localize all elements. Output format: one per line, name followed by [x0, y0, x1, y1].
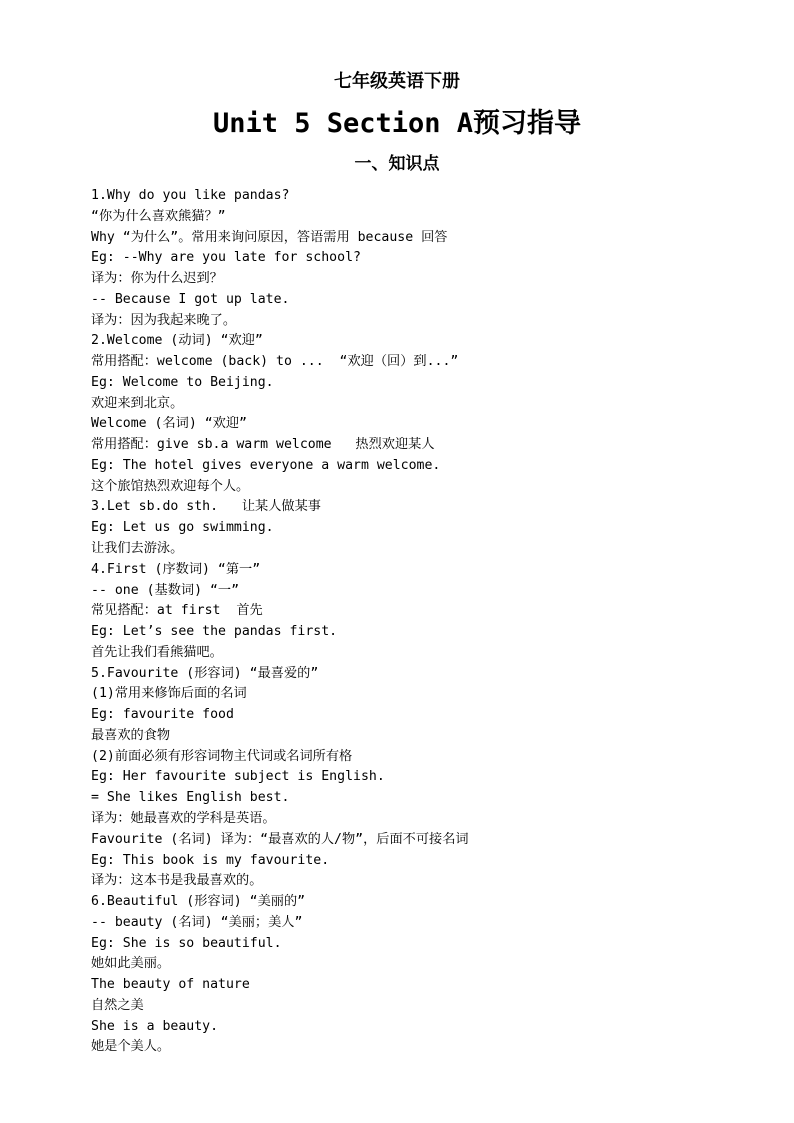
text-line: 首先让我们看熊猫吧。	[91, 644, 223, 660]
text-line: 1.Why do you like pandas?	[91, 188, 290, 203]
text-line: = She likes English best.	[91, 790, 290, 806]
text-line: Eg: --Why are you late for school?	[91, 250, 361, 266]
text-line: Eg: favourite food	[91, 707, 234, 723]
text-line: 她如此美丽。	[91, 956, 171, 972]
text-line: Welcome (名词) “欢迎”	[91, 416, 247, 432]
text-line: -- Because I got up late.	[91, 291, 290, 307]
text-line: 译为：你为什么迟到？	[91, 271, 223, 287]
text-line: 译为：她最喜欢的学科是英语。	[91, 810, 276, 826]
text-line: 2.Welcome (动词) “欢迎”	[91, 333, 263, 349]
document-body	[91, 186, 751, 1058]
text-line: The beauty of nature	[91, 977, 250, 993]
text-line: Eg: This book is my favourite.	[91, 852, 330, 868]
text-line: 最喜欢的食物	[91, 727, 171, 743]
text-line: 常见搭配：at first 首先	[91, 603, 263, 619]
text-line: 译为：因为我起来晚了。	[91, 312, 237, 328]
grade-heading: 七年级英语下册	[334, 71, 460, 92]
text-line: Eg: Her favourite subject is English.	[91, 769, 385, 785]
text-line: Eg: Let us go swimming.	[91, 520, 274, 536]
text-line: Eg: Let’s see the pandas first.	[91, 624, 338, 640]
text-line: 常用搭配：give sb.a warm welcome 热烈欢迎某人	[91, 437, 435, 453]
text-line: 5.Favourite (形容词) “最喜爱的”	[91, 665, 319, 681]
text-line: Eg: The hotel gives everyone a warm welcome.	[91, 457, 441, 473]
text-line: 这个旅馆热烈欢迎每个人。	[91, 478, 250, 494]
text-line: Why “为什么”。常用来询问原因，答语需用 because 回答	[91, 229, 448, 245]
page-title: Unit 5 Section A预习指导	[212, 108, 582, 139]
text-line: 欢迎来到北京。	[91, 395, 184, 411]
text-line: 4.First (序数词) “第一”	[91, 561, 261, 577]
text-line: “你为什么喜欢熊猫？”	[91, 208, 226, 224]
text-line: 常用搭配：welcome (back) to ... “欢迎（回）到...”	[91, 354, 459, 370]
section-heading: 一、知识点	[354, 154, 440, 174]
text-line: Eg: She is so beautiful.	[91, 935, 282, 951]
text-line: 6.Beautiful (形容词) “美丽的”	[91, 894, 306, 910]
text-line: Eg: Welcome to Beijing.	[91, 374, 274, 390]
text-line: 自然之美	[91, 997, 144, 1013]
text-line: Favourite (名词) 译为：“最喜欢的人/物”，后面不可接名词	[91, 831, 469, 847]
text-line: 让我们去游泳。	[91, 541, 184, 557]
text-line: (1)常用来修饰后面的名词	[91, 686, 247, 702]
text-line: 译为：这本书是我最喜欢的。	[91, 873, 263, 889]
text-line: (2)前面必须有形容词物主代词或名词所有格	[91, 748, 353, 764]
text-line: -- one (基数词) “一”	[91, 582, 240, 598]
text-line: She is a beauty.	[91, 1018, 219, 1034]
text-line: 3.Let sb.do sth. 让某人做某事	[91, 499, 321, 515]
text-line: -- beauty (名词) “美丽；美人”	[91, 914, 303, 930]
text-line: 她是个美人。	[91, 1039, 171, 1055]
